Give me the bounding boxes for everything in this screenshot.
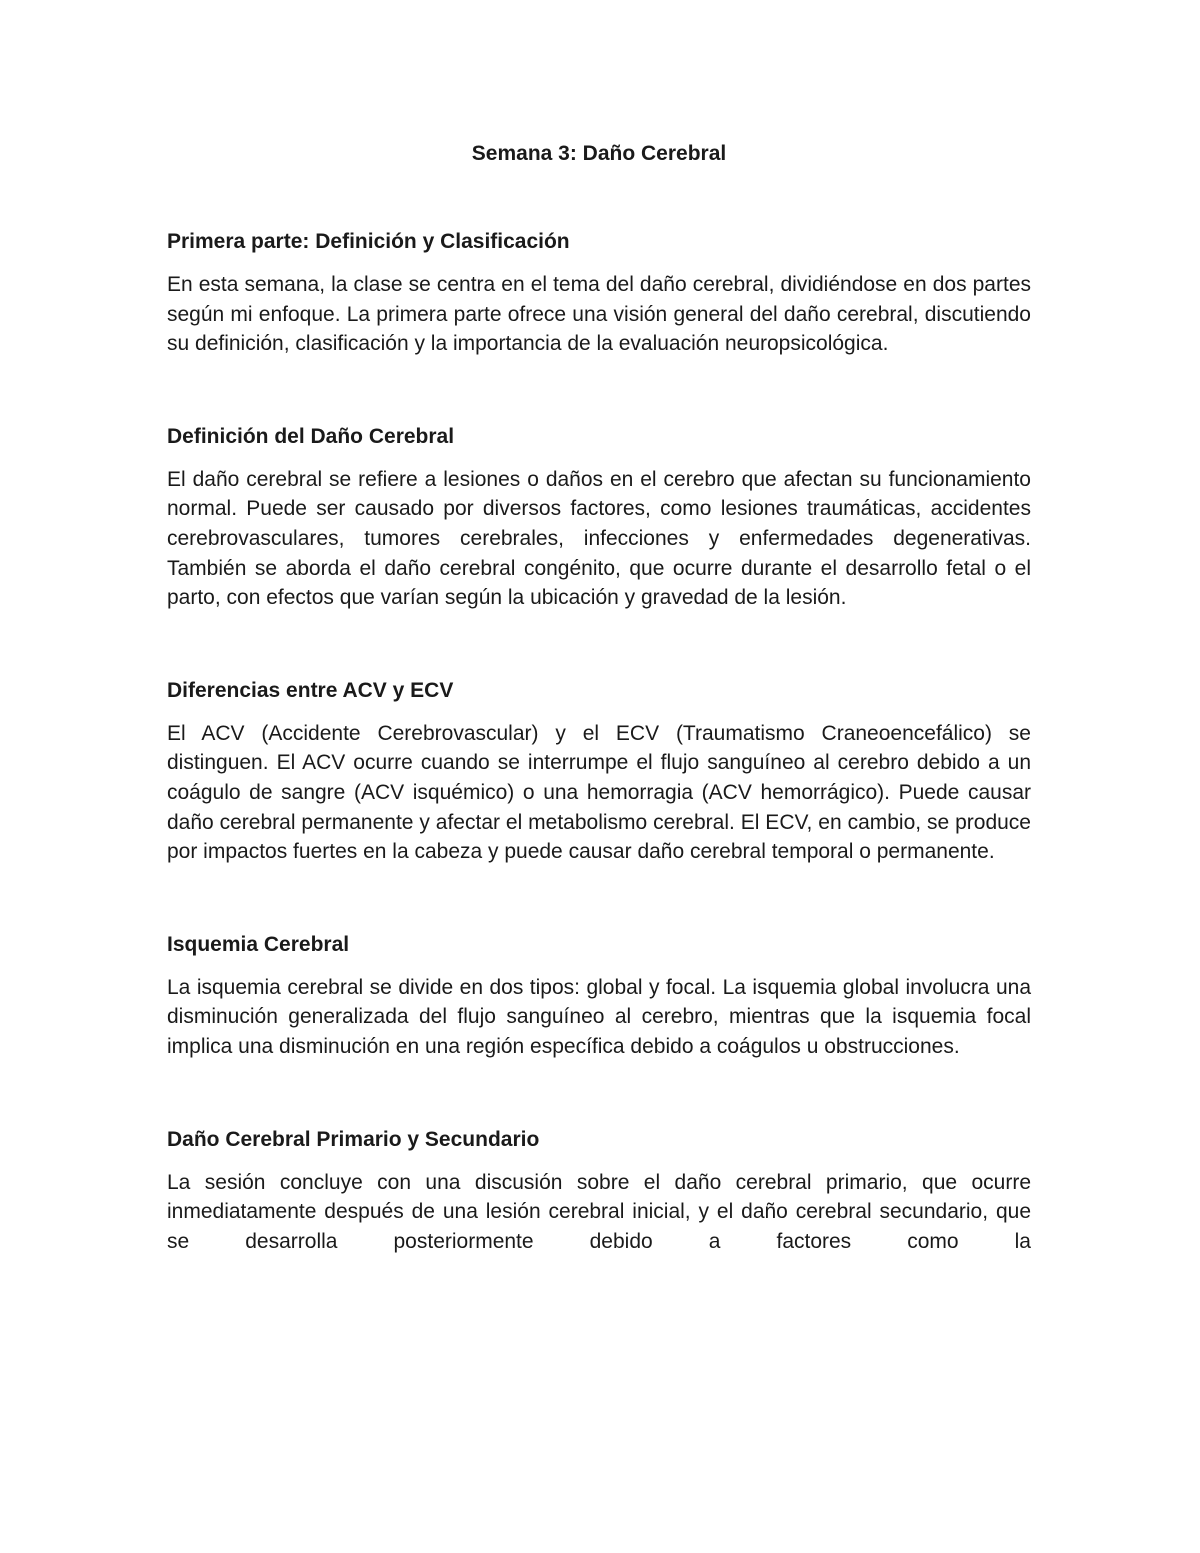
section-heading: Definición del Daño Cerebral <box>167 424 455 448</box>
section-brain-damage-definition <box>167 423 1031 613</box>
section-body: La sesión concluye con una discusión sobre el daño cerebral primario, que ocurre inmediatamente después de una lesión cerebral inicial, y el daño cerebral secundario, que se desarrolla posteriormente debido a factores como la <box>167 1170 1031 1253</box>
document-page <box>167 140 1031 1320</box>
section-primary-secondary-damage <box>167 1126 1031 1257</box>
section-body: El ACV (Accidente Cerebrovascular) y el ECV (Traumatismo Craneoencefálico) se distinguen. El ACV ocurre cuando se interrumpe el flujo sanguíneo al cerebro debido a un coágulo de sangre (ACV isquémico) o una hemorragia (ACV hemorrágico). Puede causar daño cerebral permanente y afectar el metabolismo cerebral. El ECV, en cambio, se produce por impactos fuertes en la cabeza y puede causar daño cerebral temporal o permanente. <box>167 721 1031 864</box>
section-heading: Daño Cerebral Primario y Secundario <box>167 1127 540 1151</box>
section-body: El daño cerebral se refiere a lesiones o daños en el cerebro que afectan su funcionamiento normal. Puede ser causado por diversos factores, como lesiones traumáticas, accidentes cerebrovasculares, tumores cerebrales, infecciones y enfermedades degenerativas. También se aborda el daño cerebral congénito, que ocurre durante el desarrollo fetal o el parto, con efectos que varían según la ubicación y gravedad de la lesión. <box>167 467 1031 610</box>
section-heading: Diferencias entre ACV y ECV <box>167 678 454 702</box>
section-body: La isquemia cerebral se divide en dos tipos: global y focal. La isquemia global involucra una disminución generalizada del flujo sanguíneo al cerebro, mientras que la isquemia focal implica una disminución en una región específica debido a coágulos u obstrucciones. <box>167 975 1031 1058</box>
section-heading: Primera parte: Definición y Clasificación <box>167 230 570 253</box>
document-title: Semana 3: Daño Cerebral <box>471 142 727 165</box>
section-definition-classification <box>167 228 1031 359</box>
section-heading: Isquemia Cerebral <box>167 932 350 956</box>
section-acv-ecv-differences <box>167 677 1031 867</box>
section-cerebral-ischemia <box>167 931 1031 1062</box>
section-body: En esta semana, la clase se centra en el tema del daño cerebral, dividiéndose en dos partes según mi enfoque. La primera parte ofrece una visión general del daño cerebral, discutiendo su definición, clasificación y la importancia de la evaluación neuropsicológica. <box>167 273 1031 356</box>
